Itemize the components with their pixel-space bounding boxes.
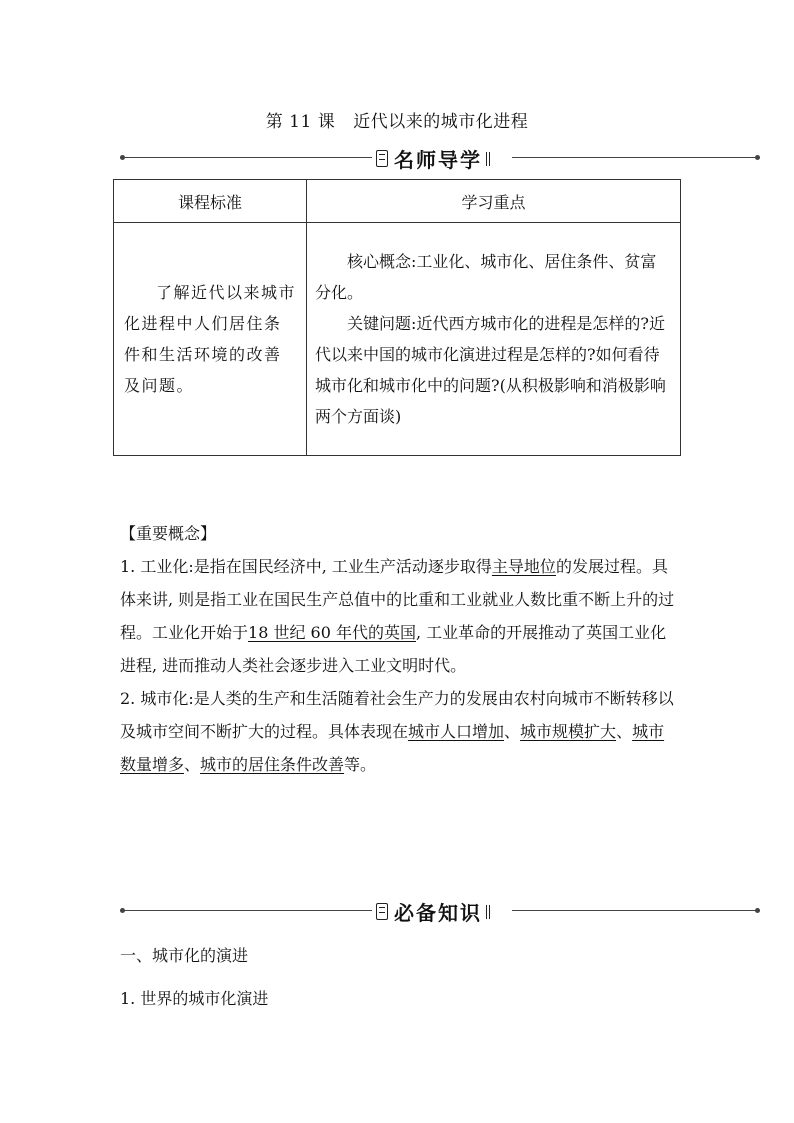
concepts-section xyxy=(120,517,680,781)
concept-text: , 工业革命的开展推动了英国工业化进程, 进而推动人类社会逐步进入工业文明时代。 xyxy=(120,623,667,675)
book-icon xyxy=(376,903,388,920)
focus-core-concepts: 核心概念:工业化、城市化、居住条件、贫富分化。 xyxy=(315,252,657,302)
concept-industrialization xyxy=(120,550,680,682)
lesson-number: 第 11 课 xyxy=(265,112,336,132)
concept-text: 等。 xyxy=(344,755,377,774)
concept-urbanization xyxy=(120,682,680,781)
section-banner-knowledge xyxy=(120,899,760,923)
separator: 、 xyxy=(616,722,633,741)
underlined-term: 城市规模扩大 xyxy=(520,722,617,741)
banner-label: 必备知识 xyxy=(394,900,482,925)
lesson-title xyxy=(0,107,794,132)
concepts-heading: 【重要概念】 xyxy=(120,524,217,543)
underlined-term: 主导地位 xyxy=(491,557,556,576)
cell-focus xyxy=(307,223,681,456)
focus-key-questions: 关键问题:近代西方城市化的进程是怎样的?近代以来中国的城市化演进过程是怎样的?如何看待城市化和城市化中的问题?(从积极影响和消极影响两个方面谈) xyxy=(315,314,666,426)
table-header-row xyxy=(114,180,681,223)
underlined-term: 城市的居住条件改善 xyxy=(200,755,345,774)
underlined-term: 城市人口增加 xyxy=(408,722,505,741)
cell-standard: 了解近代以来城市化进程中人们居住条件和生活环境的改善及问题。 xyxy=(114,223,307,456)
concept-text: 的发展过程。具体来讲, 则是指工业在国民生产总值中的比重和工业就业人数比重不断上升的过程。工业化开始于 xyxy=(120,557,675,642)
table-row xyxy=(114,223,681,456)
lesson-name: 近代以来的城市化进程 xyxy=(353,112,529,132)
concept-text: 1. 工业化:是指在国民经济中, 工业生产活动逐步取得 xyxy=(120,557,492,576)
bracket-icon xyxy=(486,152,490,166)
separator: 、 xyxy=(184,755,201,774)
banner-dot-right xyxy=(755,908,760,913)
banner-rule-right xyxy=(512,157,760,158)
course-guide-table xyxy=(113,179,681,456)
book-icon xyxy=(376,150,388,167)
underlined-term: 城市数量增多 xyxy=(120,722,665,774)
banner-dot-right xyxy=(755,155,760,160)
banner-rule-left xyxy=(120,157,372,158)
banner-label: 名师导学 xyxy=(394,147,482,172)
subsection-heading: 1. 世界的城市化演进 xyxy=(120,989,269,1008)
banner-rule-left xyxy=(120,910,372,911)
header-focus: 学习重点 xyxy=(307,180,681,223)
section-banner-guide xyxy=(120,146,760,170)
header-standard: 课程标准 xyxy=(114,180,307,223)
separator: 、 xyxy=(504,722,521,741)
concept-text: 2. 城市化:是人类的生产和生活随着社会生产力的发展由农村向城市不断转移以及城市空间不断扩大的过程。具体表现在 xyxy=(120,689,674,741)
bracket-icon xyxy=(486,905,490,919)
section-heading: 一、城市化的演进 xyxy=(120,946,249,965)
underlined-term: 18 世纪 60 年代的英国 xyxy=(248,623,416,642)
banner-rule-right xyxy=(512,910,760,911)
